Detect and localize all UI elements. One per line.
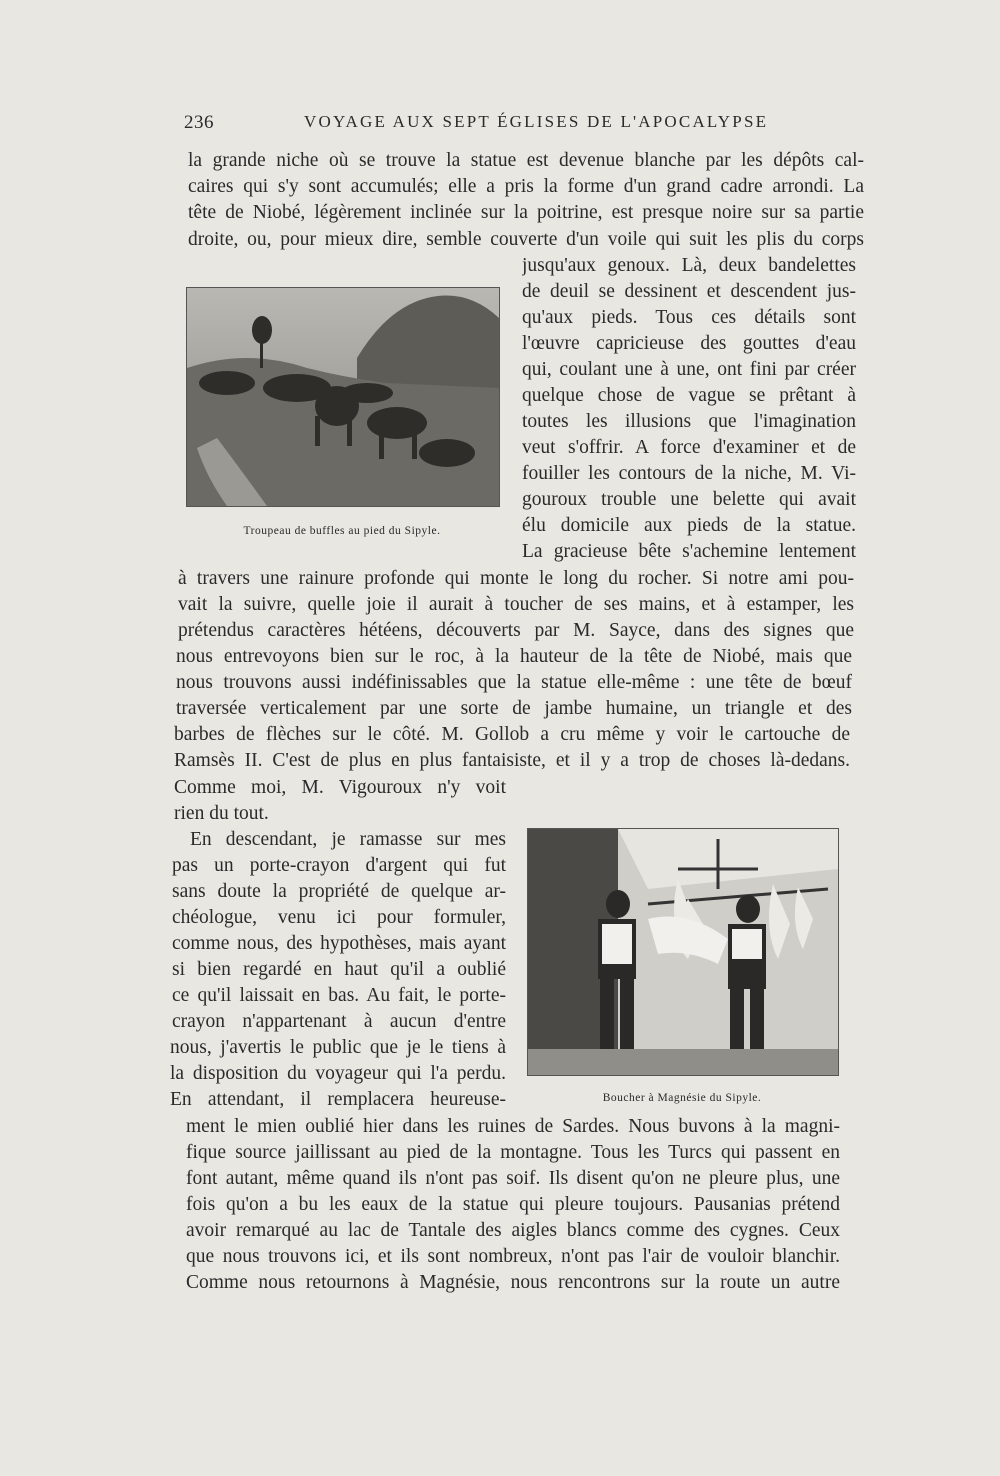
- text-line: traversée verticalement par une sorte de jambe humaine, un triangle et des: [176, 698, 852, 719]
- text-line: font autant, même quand ils n'ont pas soif. Ils disent qu'on ne pleure plus, une: [186, 1168, 840, 1189]
- text-line: nous trouvons aussi indéfinissables que la statue elle-même : une tête de bœuf: [176, 672, 852, 693]
- text-line: de deuil se dessinent et descendent jus-: [522, 281, 856, 302]
- text-line: quelque chose de vague se prêtant à: [522, 385, 856, 406]
- text-line: caires qui s'y sont accumulés; elle a pris la forme d'un grand cadre arrondi. La: [188, 176, 864, 197]
- text-line: vait la suivre, quelle joie il aurait à toucher de ses mains, et à estamper, les: [178, 594, 854, 615]
- text-line: pas un porte-crayon d'argent qui fut: [172, 855, 506, 876]
- figure-caption: Boucher à Magnésie du Sipyle.: [602, 1092, 762, 1104]
- text-line: la disposition du voyageur qui l'a perdu.: [170, 1063, 506, 1084]
- text-line: Comme moi, M. Vigouroux n'y voit: [174, 777, 506, 798]
- text-line: qu'aux pieds. Tous ces détails sont: [522, 307, 856, 328]
- text-line: la grande niche où se trouve la statue est devenue blanche par les dépôts cal-: [188, 150, 864, 171]
- text-line: crayon n'appartenant à aucun d'entre: [172, 1011, 506, 1032]
- text-line: veut s'offrir. A force d'examiner et de: [522, 437, 856, 458]
- text-line: rien du tout.: [174, 803, 269, 824]
- text-line: qui, coulant une à une, ont fini par créer: [522, 359, 856, 380]
- text-line: nous entrevoyons bien sur le roc, à la hauteur de la tête de Niobé, mais que: [176, 646, 852, 667]
- text-line: prétendus caractères hétéens, découverts par M. Sayce, dans des signes que: [178, 620, 854, 641]
- text-line: toutes les illusions que l'imagination: [522, 411, 856, 432]
- figure-caption: Troupeau de buffles au pied du Sipyle.: [243, 525, 441, 537]
- text-line: élu domicile aux pieds de la statue.: [522, 515, 856, 536]
- butcher-image: [528, 829, 838, 1075]
- text-line: à travers une rainure profonde qui monte le long du rocher. Si notre ami pou-: [178, 568, 854, 589]
- text-line: chéologue, venu ici pour formuler,: [172, 907, 506, 928]
- text-line: ment le mien oublié hier dans les ruines de Sardes. Nous buvons à la magni-: [186, 1116, 840, 1137]
- text-line: jusqu'aux genoux. Là, deux bandelettes: [522, 255, 856, 276]
- text-line: La gracieuse bête s'achemine lentement: [522, 541, 856, 562]
- photo-butcher: [527, 828, 839, 1076]
- text-line: comme nous, des hypothèses, mais ayant: [172, 933, 506, 954]
- page-header: [184, 112, 874, 142]
- text-line: que nous trouvons ici, et ils sont nombreux, n'ont pas l'air de vouloir blanchir.: [186, 1246, 840, 1267]
- text-line: avoir remarqué au lac de Tantale des aigles blancs comme des cygnes. Ceux: [186, 1220, 840, 1241]
- text-line: gouroux trouble une belette qui avait: [522, 489, 856, 510]
- text-line: nous, j'avertis le public que je le tiens à: [170, 1037, 506, 1058]
- text-line: fois qu'on a bu les eaux de la statue qui pleure toujours. Pausanias prétend: [186, 1194, 840, 1215]
- text-line: barbes de flèches sur le côté. M. Gollob a cru même y voir le cartouche de: [174, 724, 850, 745]
- text-line: si bien regardé en haut qu'il a oublié: [172, 959, 506, 980]
- running-title: VOYAGE AUX SEPT ÉGLISES DE L'APOCALYPSE: [304, 112, 769, 131]
- page-number: 236: [184, 112, 214, 133]
- photo-buffalo-herd: [186, 287, 500, 507]
- text-line: En descendant, je ramasse sur mes: [190, 829, 506, 850]
- buffalo-herd-image: [187, 288, 499, 506]
- text-line: l'œuvre capricieuse des gouttes d'eau: [522, 333, 856, 354]
- text-line: sans doute la propriété de quelque ar-: [172, 881, 506, 902]
- text-line: tête de Niobé, légèrement inclinée sur la poitrine, est presque noire sur sa partie: [188, 202, 864, 223]
- text-line: Comme nous retournons à Magnésie, nous rencontrons sur la route un autre: [186, 1272, 840, 1293]
- text-line: En attendant, il remplacera heureuse-: [170, 1089, 506, 1110]
- text-line: Ramsès II. C'est de plus en plus fantaisiste, et il y a trop de choses là-dedans.: [174, 750, 850, 771]
- text-line: fouiller les contours de la niche, M. Vi-: [522, 463, 856, 484]
- text-line: ce qu'il laissait en bas. Au fait, le porte-: [172, 985, 506, 1006]
- text-line: droite, ou, pour mieux dire, semble couverte d'un voile qui suit les plis du corps: [188, 229, 864, 250]
- text-line: fique source jaillissant au pied de la montagne. Tous les Turcs qui passent en: [186, 1142, 840, 1163]
